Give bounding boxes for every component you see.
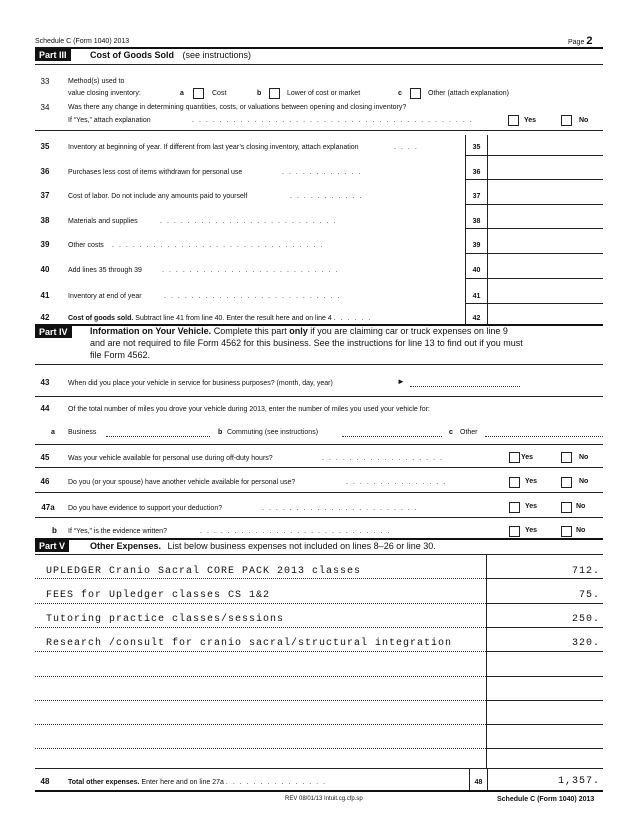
part4-title: Information on Your Vehicle. [90,326,212,336]
line35-amount[interactable] [488,135,603,156]
leader-dots: ....................... [262,505,422,512]
leader-dots: ........... [290,193,367,200]
other-miles-label: Other [460,429,478,436]
line34-yes-label: Yes [524,117,537,124]
box-35: 35 [472,144,481,151]
line33-text2: value closing inventory: [68,90,141,97]
line47b-text: If “Yes,” is the evidence written? [68,528,167,535]
part3-subtitle: (see instructions) [182,50,252,60]
line33-number: 33 [40,77,50,86]
cost-checkbox[interactable] [193,88,204,99]
line47a-yes-label: Yes [525,503,538,510]
line-number: 38 [40,216,50,225]
total-other-expenses-amount[interactable]: 1,357. [557,776,600,787]
line41-amount[interactable] [488,283,603,304]
line33-a-letter: a [180,90,184,97]
leader-dots: .......................... [160,218,341,225]
line42-text [68,314,375,323]
line43-date-field[interactable] [410,386,520,387]
leader-dots: ............... [346,479,451,486]
box-36: 36 [472,169,481,176]
line48-number: 48 [40,777,50,786]
box-48: 48 [474,779,483,786]
form-name: Schedule C (Form 1040) 2013 [35,38,130,45]
line47a-no-label: No [576,503,586,510]
line37-amount[interactable] [488,184,603,205]
part5-heading [90,541,436,552]
leader-dots: ............... [225,779,331,786]
part5-title: Other Expenses. [90,541,162,551]
lower-cost-market-checkbox[interactable] [269,88,280,99]
line-text: Add lines 35 through 39 [68,267,142,274]
part4-desc-only: only [289,326,308,336]
part4-desc3: file Form 4562. [90,350,151,360]
leader-dots: ...... [333,315,376,322]
expense-description[interactable]: Tutoring practice classes/sessions [46,614,285,625]
line48-desc: Enter here and on line 27a [141,779,224,786]
expense-amount[interactable]: 75. [578,590,600,601]
other-miles-field[interactable] [485,436,603,437]
line46-yes-label: Yes [525,478,538,485]
line-text: Materials and supplies [68,218,138,225]
line36-amount[interactable] [488,160,603,180]
expense-description[interactable]: FEES for Upledger classes CS 1&2 [46,590,271,601]
part3-heading [90,50,251,61]
line34-text1: Was there any change in determining quantities, costs, or valuations between opening and closing inventory? [68,104,407,111]
line-number: 39 [40,240,50,249]
line39-amount[interactable] [488,233,603,254]
business-miles-label: Business [68,429,97,436]
line34-no-label: No [579,117,589,124]
part4-badge: Part IV [35,326,72,338]
page-label: Page [568,39,585,46]
line33-b-letter: b [257,90,262,97]
line38-amount[interactable] [488,209,603,229]
line-number: 37 [40,191,50,200]
line46-no-label: No [579,478,589,485]
line-text: Other costs [68,242,104,249]
line45-yes-checkbox[interactable] [509,452,520,463]
line44-c-letter: c [449,429,453,436]
expense-amount[interactable]: 712. [571,566,600,577]
part4-heading [90,326,602,337]
line43-number: 43 [40,378,50,387]
line47b-yes-label: Yes [525,527,538,534]
leader-dots: ............ [282,169,366,176]
line48-bold: Total other expenses. [68,779,140,786]
leader-dots: ............................... [112,242,328,249]
part3-title: Cost of Goods Sold [90,50,174,60]
line47b-yes-checkbox[interactable] [509,526,520,537]
lower-cost-market-label: Lower of cost or market [287,90,361,97]
box-37: 37 [472,193,481,200]
leader-dots: .................. [322,455,448,462]
line44-text: Of the total number of miles you drove your vehicle during 2013, enter the number of miles you used your vehicle for: [68,406,430,413]
part3-badge: Part III [35,49,71,61]
line-number: 42 [40,313,50,322]
line46-text: Do you (or your spouse) have another vehicle available for personal use? [68,479,296,486]
line40-amount[interactable] [488,258,603,279]
expense-amount[interactable]: 320. [571,638,600,649]
part4-desc2: and are not required to file Form 4562 for this business. See the instructions for line 13 to find out if you must [90,338,523,348]
line42-bold: Cost of goods sold. [68,315,134,322]
leader-dots: ............................ [200,528,395,535]
footer-form-name: Schedule C (Form 1040) 2013 [497,796,595,803]
page-number: 2 [586,35,593,47]
line42-desc: Subtract line 41 from line 40. Enter the result here and on line 4 [135,315,332,322]
part5-subtitle: List below business expenses not included on lines 8–26 or line 30. [167,541,436,551]
box-41: 41 [472,293,481,300]
other-method-label: Other (attach explanation) [428,90,509,97]
business-miles-field[interactable] [106,436,210,437]
commuting-miles-field[interactable] [342,436,442,437]
line-text: Inventory at end of year [68,293,142,300]
line-text: Purchases less cost of items withdrawn for personal use [68,169,243,176]
line-number: 35 [40,142,50,151]
part4-desc-b: if you are claiming car or truck expenses on line 9 [310,326,508,336]
line43-text: When did you place your vehicle in service for business purposes? (month, day, year) [68,380,333,387]
arrow-right-icon: ► [397,377,405,386]
line45-number: 45 [40,453,50,462]
line-text: Inventory at beginning of year. If different from last year’s closing inventory, attach explanation [68,144,359,151]
box-39: 39 [472,242,481,249]
leader-dots: .......................... [164,293,345,300]
box-42: 42 [472,315,481,322]
line47a-no-checkbox[interactable] [561,502,572,513]
line34-leader: ......................................... [192,117,477,124]
leader-dots: .......................... [162,267,343,274]
line47a-text: Do you have evidence to support your deduction? [68,505,223,512]
expense-amount[interactable]: 250. [571,614,600,625]
line-number: 41 [40,291,50,300]
line34-no-checkbox[interactable] [561,115,572,126]
line-text: Cost of labor. Do not include any amounts paid to yourself [68,193,248,200]
line47b-no-label: No [576,527,586,534]
page-indicator [568,37,592,47]
part5-badge: Part V [35,540,69,552]
line47a-number: 47a [41,503,55,512]
line46-number: 46 [40,477,50,486]
line47b-no-checkbox[interactable] [561,526,572,537]
cost-label: Cost [212,90,227,97]
line34-yes-checkbox[interactable] [508,115,519,126]
line45-no-label: No [579,454,589,461]
line46-yes-checkbox[interactable] [509,477,520,488]
part4-desc-a: Complete this part [213,326,287,336]
box-40: 40 [472,267,481,274]
expense-description[interactable]: UPLEDGER Cranio Sacral CORE PACK 2013 classes [46,566,362,577]
line45-yes-label: Yes [521,454,534,461]
expense-description[interactable]: Research /consult for cranio sacral/structural integration [46,638,453,649]
line34-number: 34 [40,103,50,112]
line33-text1: Method(s) used to [68,78,125,85]
box-38: 38 [472,218,481,225]
other-method-checkbox[interactable] [410,88,421,99]
line44-number: 44 [40,404,50,413]
line-number: 36 [40,167,50,176]
line47a-yes-checkbox[interactable] [509,502,520,513]
line48-text [68,778,330,787]
line42-amount[interactable] [488,308,603,324]
line-number: 40 [40,265,50,274]
line44-a-letter: a [51,429,55,436]
line33-c-letter: c [398,90,402,97]
commuting-miles-label: Commuting (see instructions) [227,429,319,436]
line45-text: Was your vehicle available for personal use during off-duty hours? [68,455,273,462]
line44-b-letter: b [218,429,223,436]
line46-no-checkbox[interactable] [561,477,572,488]
line34-text2: If “Yes,” attach explanation [68,117,151,124]
leader-dots: .... [394,144,422,151]
line47b-number: b [52,526,57,535]
line45-no-checkbox[interactable] [561,452,572,463]
footer-revision: REV 08/01/13 Intuit.cg.cfp.sp [285,796,363,802]
